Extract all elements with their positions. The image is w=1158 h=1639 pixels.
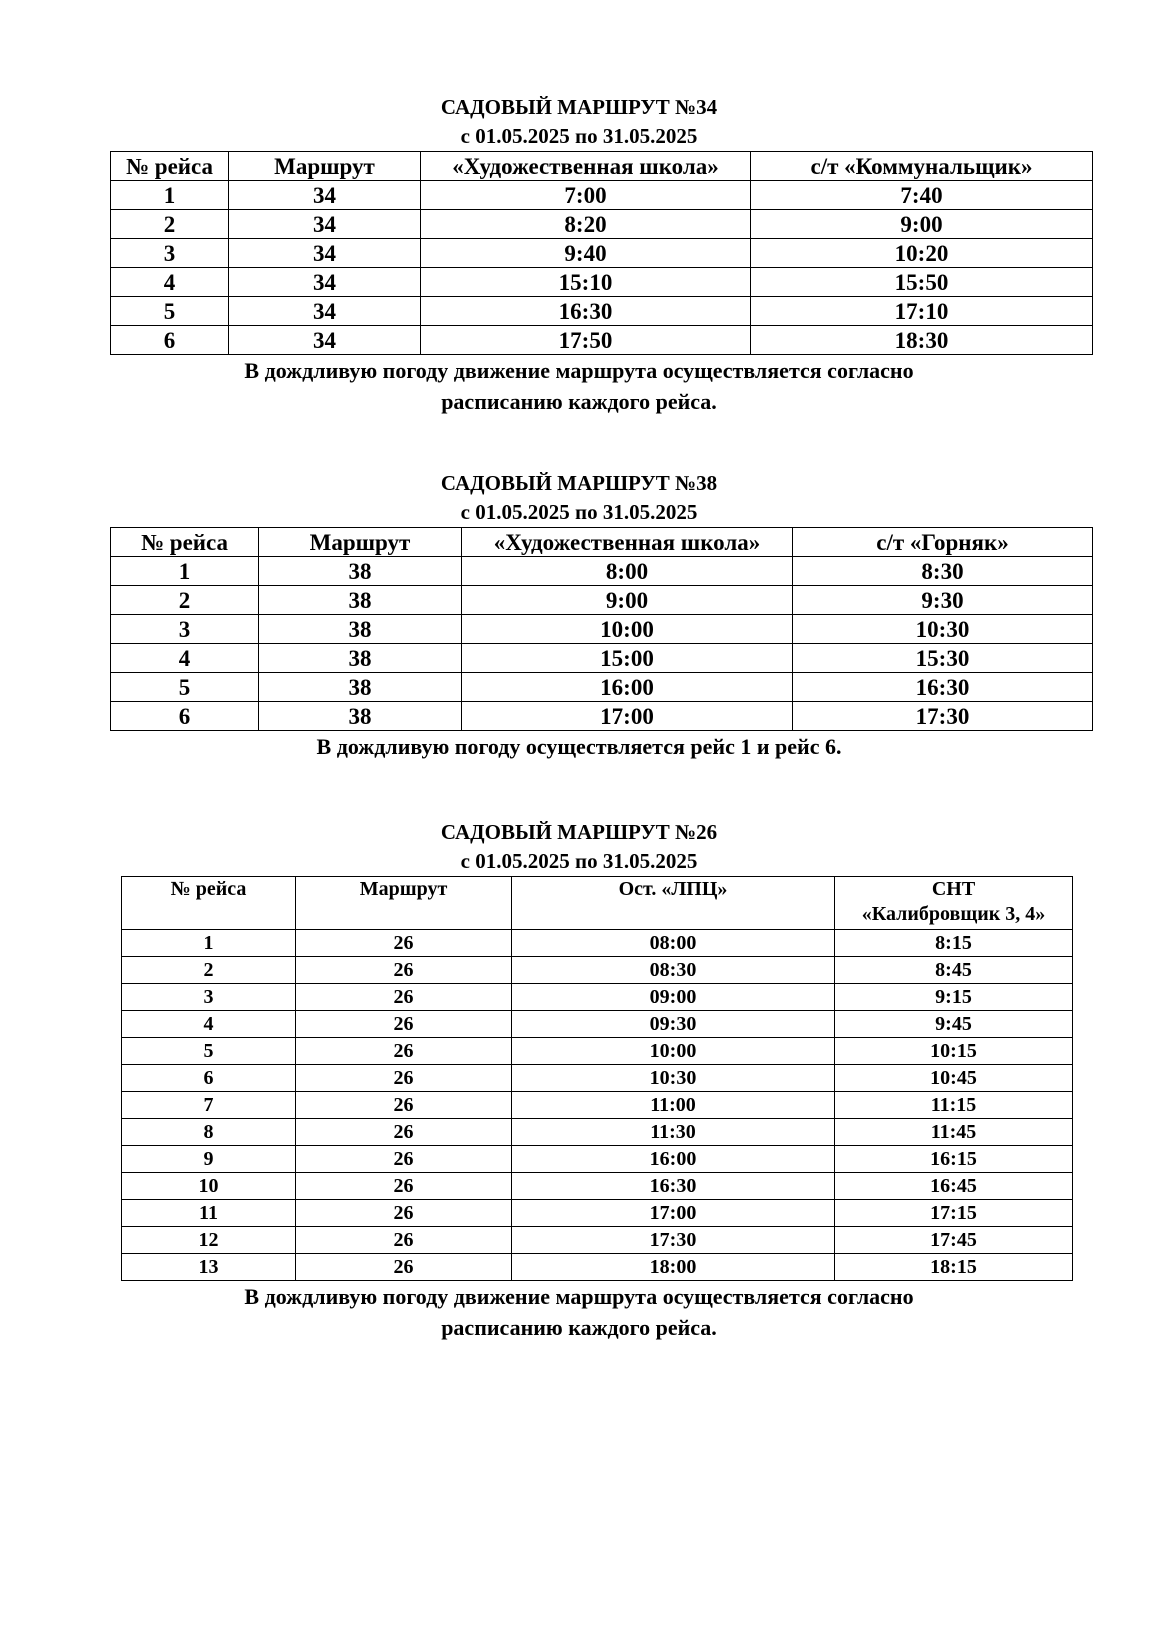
rain-note-line: В дождливую погоду осуществляется рейс 1 и рейс 6. (316, 734, 842, 759)
trip-number: 3 (111, 239, 229, 268)
arrival-time: 10:45 (835, 1065, 1073, 1092)
section-title: САДОВЫЙ МАРШРУТ №34 (440, 95, 718, 119)
route-number: 34 (229, 239, 421, 268)
table-row (122, 1092, 1073, 1119)
route-number: 38 (259, 702, 462, 731)
table-row (111, 181, 1093, 210)
departure-time: 11:30 (512, 1119, 835, 1146)
trip-number: 10 (122, 1173, 296, 1200)
departure-time: 17:30 (512, 1227, 835, 1254)
route-number: 26 (296, 984, 512, 1011)
table-row (111, 586, 1093, 615)
table-row (111, 673, 1093, 702)
trip-number: 2 (111, 586, 259, 615)
departure-time: 10:00 (512, 1038, 835, 1065)
table-row (111, 268, 1093, 297)
trip-number: 3 (111, 615, 259, 644)
trip-number: 4 (122, 1011, 296, 1038)
departure-time: 18:00 (512, 1254, 835, 1281)
departure-time: 16:00 (462, 673, 793, 702)
arrival-time: 10:20 (751, 239, 1093, 268)
arrival-time: 9:30 (793, 586, 1093, 615)
rain-note (0, 731, 1158, 762)
trip-number: 12 (122, 1227, 296, 1254)
schedule-section-26 (0, 818, 1158, 1343)
section-period: с 01.05.2025 по 31.05.2025 (460, 500, 698, 524)
table-row (122, 1119, 1073, 1146)
arrival-time: 9:00 (751, 210, 1093, 239)
table-row (122, 1173, 1073, 1200)
section-period: с 01.05.2025 по 31.05.2025 (460, 849, 698, 873)
rain-note (0, 355, 1158, 417)
departure-time: 10:30 (512, 1065, 835, 1092)
departure-time: 8:00 (462, 557, 793, 586)
table-row (111, 557, 1093, 586)
table-row (111, 702, 1093, 731)
arrival-time: 10:30 (793, 615, 1093, 644)
trip-number: 13 (122, 1254, 296, 1281)
arrival-time: 8:30 (793, 557, 1093, 586)
route-number: 34 (229, 297, 421, 326)
trip-number: 4 (111, 268, 229, 297)
trip-number: 9 (122, 1146, 296, 1173)
table-row (122, 1227, 1073, 1254)
schedule-table (121, 876, 1073, 1281)
rain-note-line: В дождливую погоду движение маршрута осуществляется согласно (244, 358, 914, 383)
departure-time: 08:00 (512, 930, 835, 957)
table-row (111, 239, 1093, 268)
arrival-time: 10:15 (835, 1038, 1073, 1065)
header-trip-number: № рейса (122, 877, 296, 930)
departure-time: 16:30 (512, 1173, 835, 1200)
route-number: 26 (296, 1119, 512, 1146)
departure-time: 17:50 (421, 326, 751, 355)
departure-time: 15:00 (462, 644, 793, 673)
arrival-time: 18:30 (751, 326, 1093, 355)
arrival-time: 15:30 (793, 644, 1093, 673)
trip-number: 2 (122, 957, 296, 984)
arrival-time: 18:15 (835, 1254, 1073, 1281)
header-arrival-stop-line: СНТ (931, 878, 976, 900)
section-title: САДОВЫЙ МАРШРУТ №38 (440, 471, 718, 495)
table-row (111, 297, 1093, 326)
departure-time: 9:40 (421, 239, 751, 268)
route-number: 38 (259, 615, 462, 644)
route-number: 34 (229, 326, 421, 355)
arrival-time: 17:15 (835, 1200, 1073, 1227)
arrival-time: 17:10 (751, 297, 1093, 326)
departure-time: 8:20 (421, 210, 751, 239)
table-row (111, 644, 1093, 673)
arrival-time: 16:15 (835, 1146, 1073, 1173)
section-period: с 01.05.2025 по 31.05.2025 (460, 124, 698, 148)
schedule-table (110, 151, 1093, 355)
trip-number: 5 (111, 297, 229, 326)
header-arrival-stop: с/т «Горняк» (793, 528, 1093, 557)
trip-number: 6 (111, 326, 229, 355)
trip-number: 5 (111, 673, 259, 702)
table-row (122, 1011, 1073, 1038)
departure-time: 16:00 (512, 1146, 835, 1173)
departure-time: 9:00 (462, 586, 793, 615)
header-arrival-stop (835, 877, 1073, 930)
departure-time: 17:00 (462, 702, 793, 731)
schedule-section-34 (0, 93, 1158, 417)
route-number: 26 (296, 1038, 512, 1065)
arrival-time: 9:15 (835, 984, 1073, 1011)
arrival-time: 16:30 (793, 673, 1093, 702)
route-number: 26 (296, 1173, 512, 1200)
table-row (122, 1038, 1073, 1065)
trip-number: 4 (111, 644, 259, 673)
header-departure-stop: «Художественная школа» (462, 528, 793, 557)
rain-note-line: расписанию каждого рейса. (441, 389, 717, 414)
table-row (122, 1146, 1073, 1173)
route-number: 34 (229, 181, 421, 210)
departure-time: 15:10 (421, 268, 751, 297)
arrival-time: 8:15 (835, 930, 1073, 957)
route-number: 26 (296, 1200, 512, 1227)
trip-number: 1 (122, 930, 296, 957)
arrival-time: 9:45 (835, 1011, 1073, 1038)
table-header-row (122, 877, 1073, 930)
departure-time: 7:00 (421, 181, 751, 210)
arrival-time: 15:50 (751, 268, 1093, 297)
table-row (111, 210, 1093, 239)
rain-note (0, 1281, 1158, 1343)
arrival-time: 11:15 (835, 1092, 1073, 1119)
trip-number: 11 (122, 1200, 296, 1227)
arrival-time: 17:45 (835, 1227, 1073, 1254)
rain-note-line: В дождливую погоду движение маршрута осуществляется согласно (244, 1284, 914, 1309)
route-number: 26 (296, 1011, 512, 1038)
departure-time: 11:00 (512, 1092, 835, 1119)
header-trip-number: № рейса (111, 152, 229, 181)
departure-time: 10:00 (462, 615, 793, 644)
trip-number: 7 (122, 1092, 296, 1119)
route-number: 26 (296, 930, 512, 957)
table-header-row (111, 152, 1093, 181)
departure-time: 08:30 (512, 957, 835, 984)
arrival-time: 16:45 (835, 1173, 1073, 1200)
section-title: САДОВЫЙ МАРШРУТ №26 (440, 820, 718, 844)
trip-number: 5 (122, 1038, 296, 1065)
table-row (122, 1200, 1073, 1227)
table-row (111, 326, 1093, 355)
table-header-row (111, 528, 1093, 557)
route-number: 26 (296, 1065, 512, 1092)
trip-number: 8 (122, 1119, 296, 1146)
route-number: 38 (259, 673, 462, 702)
rain-note-line: расписанию каждого рейса. (441, 1315, 717, 1340)
route-number: 26 (296, 957, 512, 984)
header-departure-stop: «Художественная школа» (421, 152, 751, 181)
header-route: Маршрут (259, 528, 462, 557)
table-row (122, 1065, 1073, 1092)
trip-number: 6 (111, 702, 259, 731)
header-route: Маршрут (229, 152, 421, 181)
header-departure-stop: Ост. «ЛПЦ» (512, 877, 835, 930)
route-number: 26 (296, 1254, 512, 1281)
arrival-time: 11:45 (835, 1119, 1073, 1146)
route-number: 26 (296, 1092, 512, 1119)
header-arrival-stop: с/т «Коммунальщик» (751, 152, 1093, 181)
header-trip-number: № рейса (111, 528, 259, 557)
arrival-time: 7:40 (751, 181, 1093, 210)
table-row (122, 1254, 1073, 1281)
route-number: 26 (296, 1146, 512, 1173)
departure-time: 09:30 (512, 1011, 835, 1038)
table-row (122, 957, 1073, 984)
trip-number: 3 (122, 984, 296, 1011)
route-number: 38 (259, 557, 462, 586)
arrival-time: 8:45 (835, 957, 1073, 984)
header-route: Маршрут (296, 877, 512, 930)
route-number: 34 (229, 210, 421, 239)
trip-number: 1 (111, 557, 259, 586)
departure-time: 16:30 (421, 297, 751, 326)
table-row (111, 615, 1093, 644)
schedule-section-38 (0, 469, 1158, 762)
arrival-time: 17:30 (793, 702, 1093, 731)
table-row (122, 984, 1073, 1011)
departure-time: 17:00 (512, 1200, 835, 1227)
trip-number: 2 (111, 210, 229, 239)
table-row (122, 930, 1073, 957)
schedule-table (110, 527, 1093, 731)
trip-number: 1 (111, 181, 229, 210)
trip-number: 6 (122, 1065, 296, 1092)
route-number: 38 (259, 644, 462, 673)
route-number: 38 (259, 586, 462, 615)
route-number: 34 (229, 268, 421, 297)
departure-time: 09:00 (512, 984, 835, 1011)
header-arrival-stop-line: «Калибровщик 3, 4» (861, 903, 1046, 925)
route-number: 26 (296, 1227, 512, 1254)
